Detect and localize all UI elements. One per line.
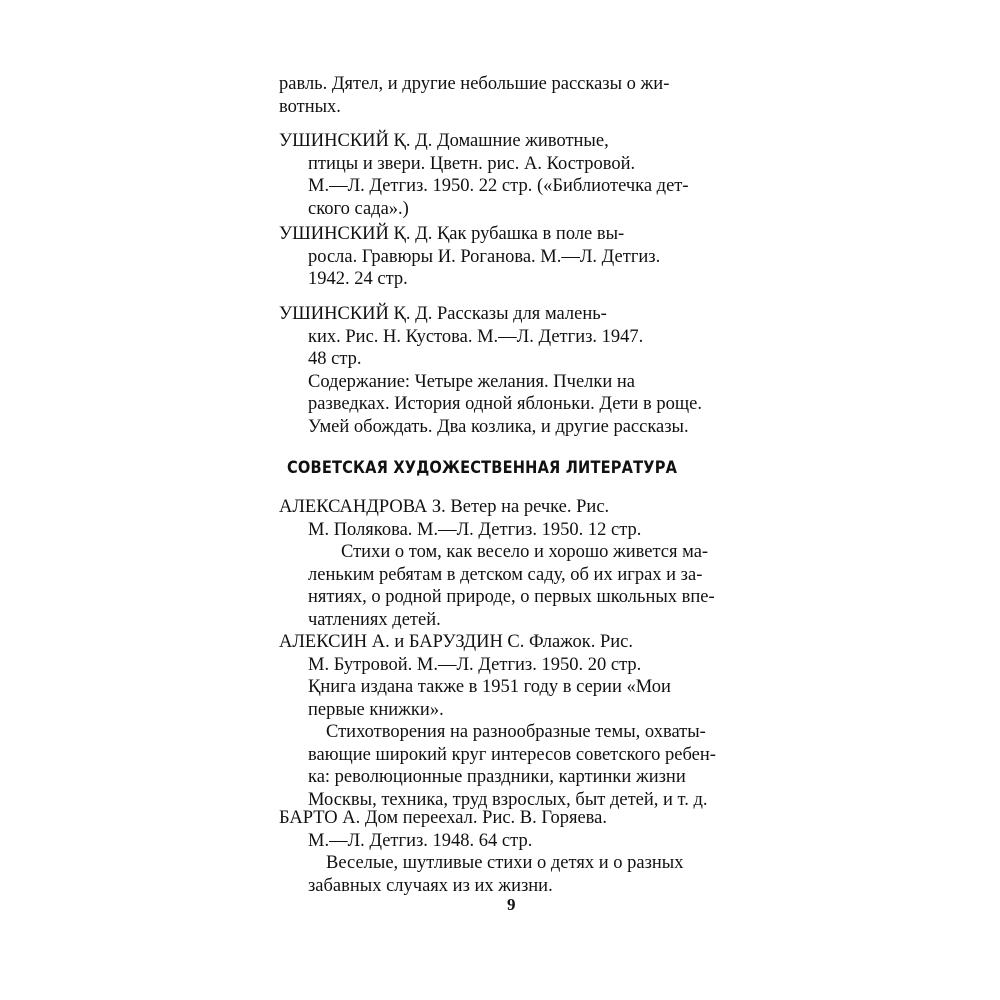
entry-ushinsky-domashnie — [279, 130, 759, 220]
text-line: М. Полякова. М.—Л. Детгиз. 1950. 12 стр. — [308, 519, 642, 540]
text-line: Қнига издана также в 1951 году в серии «Мои — [308, 677, 671, 697]
text-line: вотных. — [279, 96, 341, 117]
text-line: Содержание: Четыре желания. Пчелки на — [308, 371, 636, 392]
text-line: чатлениях детей. — [308, 609, 441, 630]
entry-heading-line: АЛЕКСАНДРОВА З. Ветер на речке. Рис. — [279, 497, 610, 517]
text-line: Стихи о том, как весело и хорошо живется ма- — [341, 542, 709, 562]
text-line: Умей обождать. Два козлика, и другие рассказы. — [308, 416, 689, 437]
text-line: росла. Гравюры И. Роганова. М.—Л. Детгиз. — [308, 246, 661, 267]
entry-heading-line: УШИНСКИЙ Қ. Д. Рассказы для малень- — [279, 304, 607, 324]
text-line: птицы и звери. Цветн. рис. А. Костровой. — [308, 153, 636, 174]
text-line: Веселые, шутливые стихи о детях и о разных — [326, 853, 684, 873]
text-line: равль. Дятел, и другие небольшие рассказы о жи- — [279, 74, 670, 94]
text-line: М.—Л. Детгиз. 1950. 22 стр. («Библиотечка дет- — [308, 176, 689, 196]
text-line: нятиях, о родной природе, о первых школьных впе- — [308, 587, 715, 607]
entry-heading-line: УШИНСКИЙ Қ. Д. Қак рубашка в поле вы- — [279, 224, 625, 244]
text-line: леньким ребятам в детском саду, об их играх и за- — [308, 564, 703, 585]
text-line: М.—Л. Детгиз. 1948. 64 стр. — [308, 830, 533, 851]
entry-heading-line: АЛЕКСИН А. и БАРУЗДИН С. Флажок. Рис. — [279, 632, 633, 652]
entry-aleksin-baruzdin — [279, 631, 759, 811]
text-line: Москвы, техника, труд взрослых, быт детей, и т. д. — [308, 789, 708, 810]
text-line: ского сада».) — [308, 198, 409, 219]
text-line: забавных случаях из их жизни. — [308, 875, 553, 896]
entry-heading-line: БАРТО А. Дом переехал. Рис. В. Горяева. — [279, 808, 608, 828]
entry-heading-line: УШИНСКИЙ Қ. Д. Домашние животные, — [279, 131, 609, 151]
text-line: ких. Рис. Н. Кустова. М.—Л. Детгиз. 1947. — [308, 326, 644, 347]
text-line: разведках. История одной яблоньки. Дети в роще. — [308, 394, 702, 414]
text-line: Стихотворения на разнообразные темы, охваты- — [326, 722, 706, 742]
text-line: 48 стр. — [308, 349, 362, 369]
text-line: первые книжки». — [308, 699, 444, 720]
entry-ushinsky-rasskazy — [279, 303, 759, 438]
entry-barto — [279, 807, 759, 897]
section-heading: СОВЕТСКАЯ ХУДОЖЕСТВЕННАЯ ЛИТЕРАТУРА — [287, 458, 678, 478]
entry-ushinsky-rubashka — [279, 223, 759, 291]
text-line: М. Бутровой. М.—Л. Детгиз. 1950. 20 стр. — [308, 654, 642, 675]
entry-aleksandrova — [279, 496, 759, 631]
text-line: вающие широкий круг интересов советского ребен- — [308, 744, 716, 765]
page-number: 9 — [507, 895, 516, 914]
text-line: 1942. 24 стр. — [308, 269, 408, 289]
continuation-text — [279, 73, 759, 118]
text-line: ка: революционные праздники, картинки жизни — [308, 767, 686, 787]
